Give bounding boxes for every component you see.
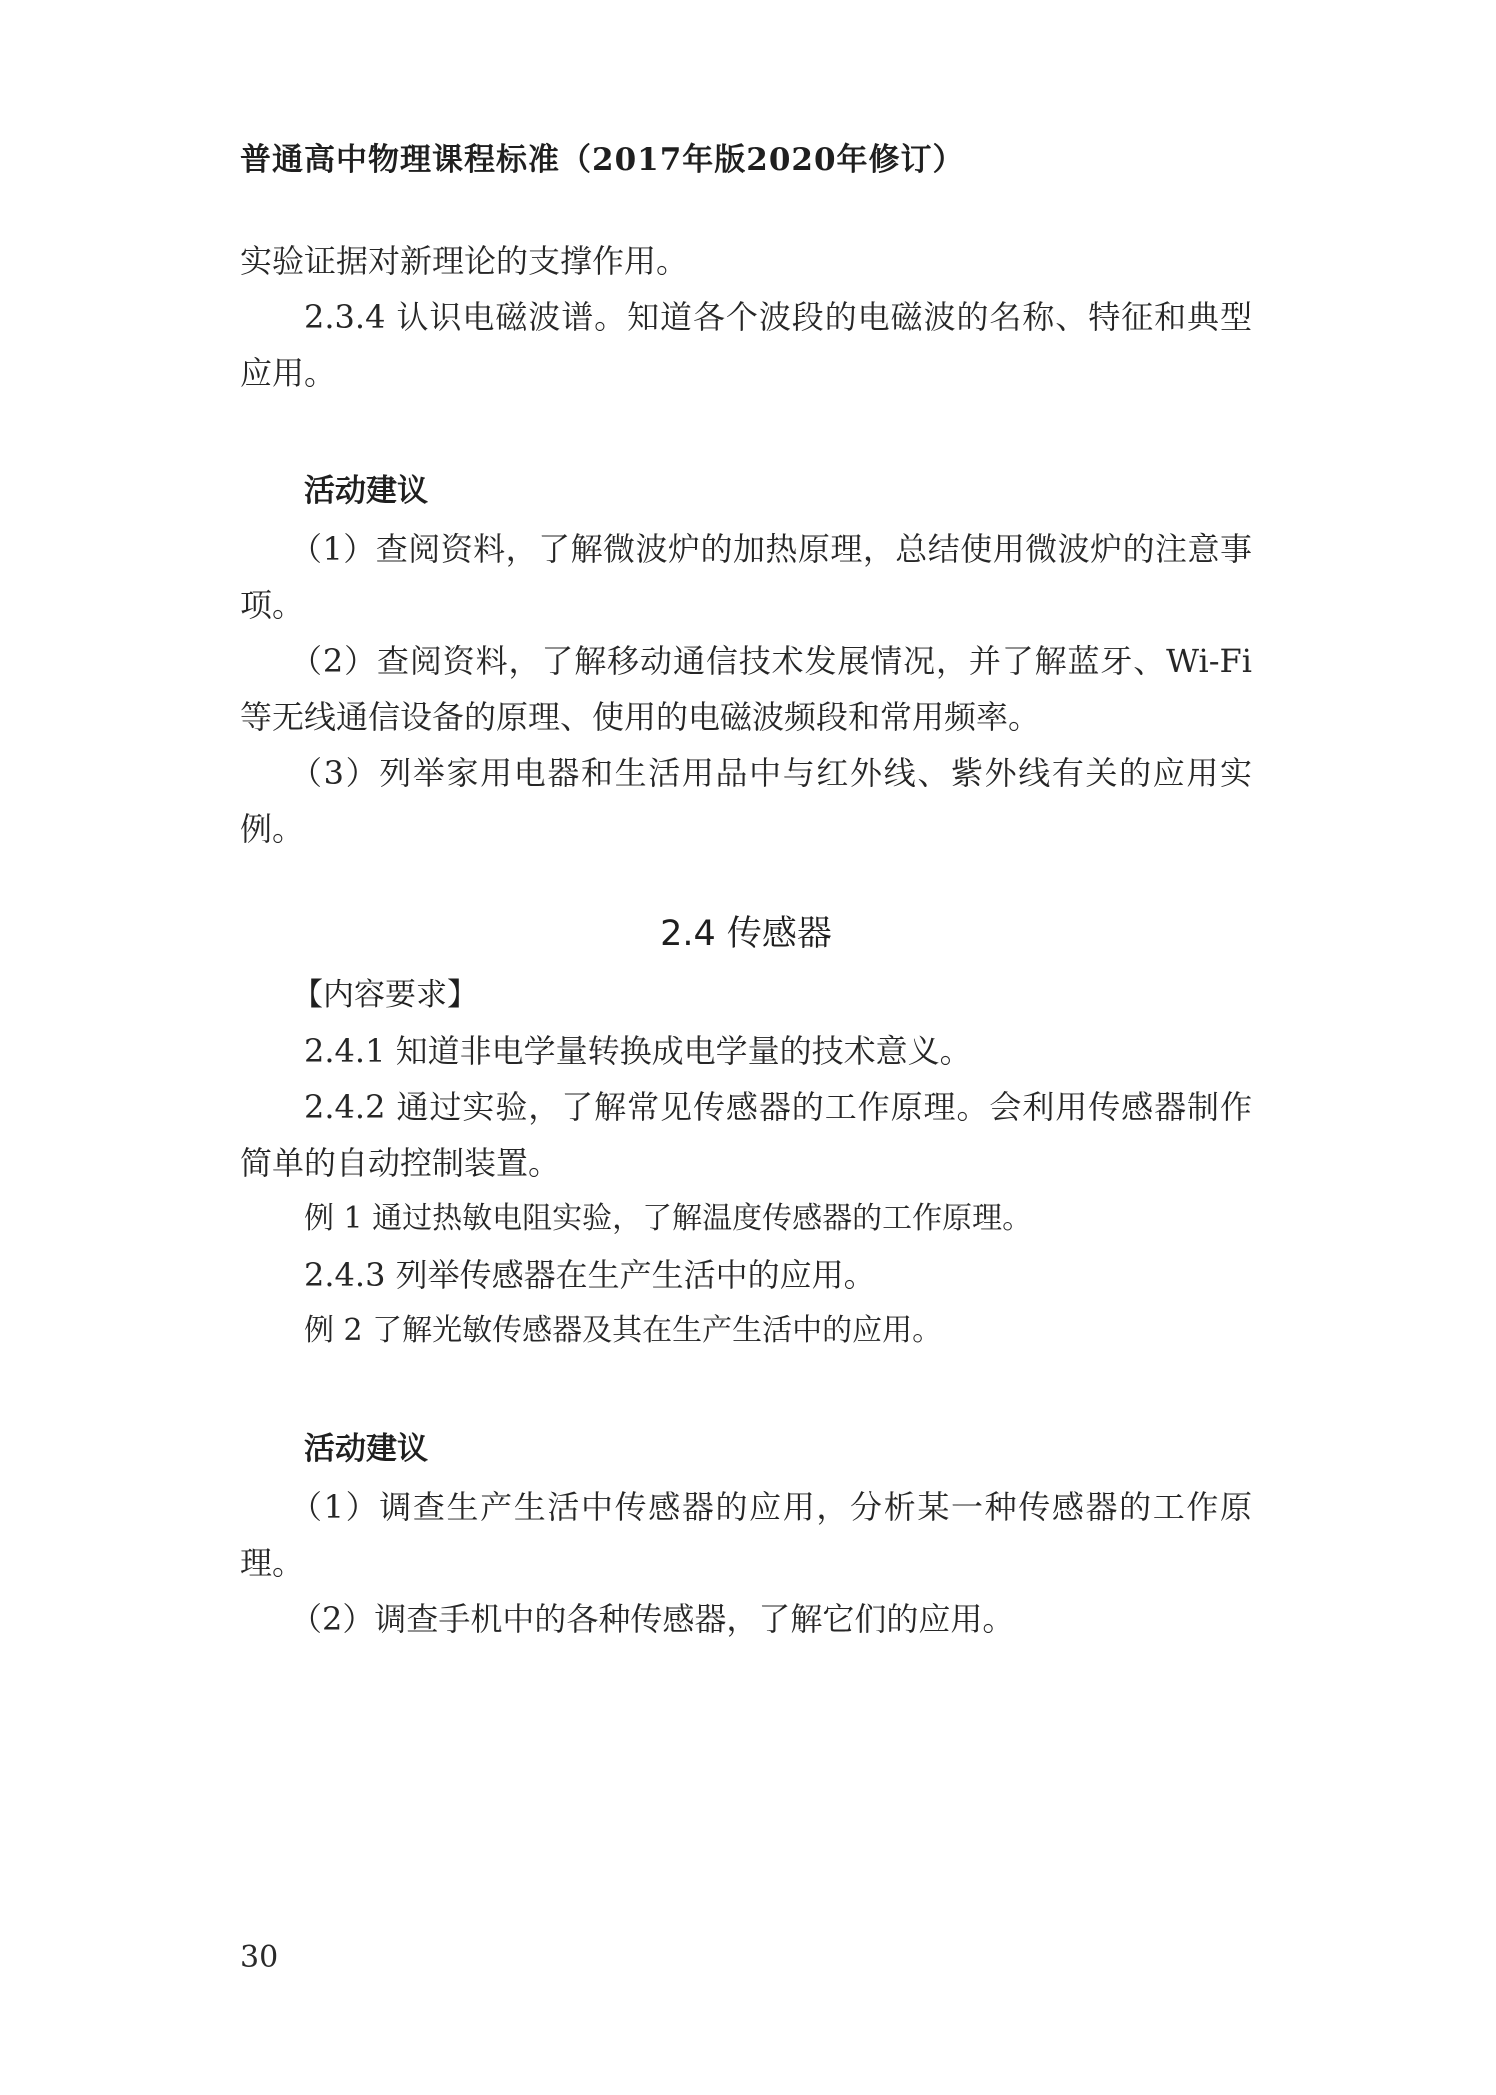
activity-item: （1）调查生产生活中传感器的应用，分析某一种传感器的工作原理。 [240,1488,1252,1582]
section-title: 2.4 传感器 [660,914,832,954]
activity-item: （2）查阅资料，了解移动通信技术发展情况，并了解蓝牙、Wi-Fi等无线通信设备的原理、使用的电磁波频段和常用频率。 [240,642,1252,736]
page-content [240,233,1252,1647]
spacer [240,857,1252,895]
activity-heading: 活动建议 [304,1431,428,1467]
spacer [240,1359,1252,1419]
activity-item: （2）调查手机中的各种传感器，了解它们的应用。 [290,1600,1015,1638]
running-header: 普通高中物理课程标准（2017年版2020年修订） [240,142,965,178]
requirement-2-3-4: 2.3.4 认识电磁波谱。知道各个波段的电磁波的名称、特征和典型应用。 [240,298,1252,392]
example-2: 例 2 了解光敏传感器及其在生产生活中的应用。 [304,1313,943,1348]
requirement-2-4-1: 2.4.1 知道非电学量转换成电学量的技术意义。 [304,1032,972,1070]
example-1: 例 1 通过热敏电阻实验，了解温度传感器的工作原理。 [304,1201,1033,1236]
requirement-2-4-3: 2.4.3 列举传感器在生产生活中的应用。 [304,1256,876,1294]
activity-item: （3）列举家用电器和生活用品中与红外线、紫外线有关的应用实例。 [240,754,1252,848]
continuation-text: 实验证据对新理论的支撑作用。 [240,242,689,280]
activity-item: （1）查阅资料，了解微波炉的加热原理，总结使用微波炉的注意事项。 [240,530,1252,624]
page-number: 30 [240,1940,279,1975]
spacer [240,401,1252,461]
content-requirements-heading: 【内容要求】 [292,977,478,1013]
requirement-2-4-2: 2.4.2 通过实验，了解常见传感器的工作原理。会利用传感器制作简单的自动控制装置。 [240,1088,1252,1182]
activity-heading: 活动建议 [304,473,428,509]
